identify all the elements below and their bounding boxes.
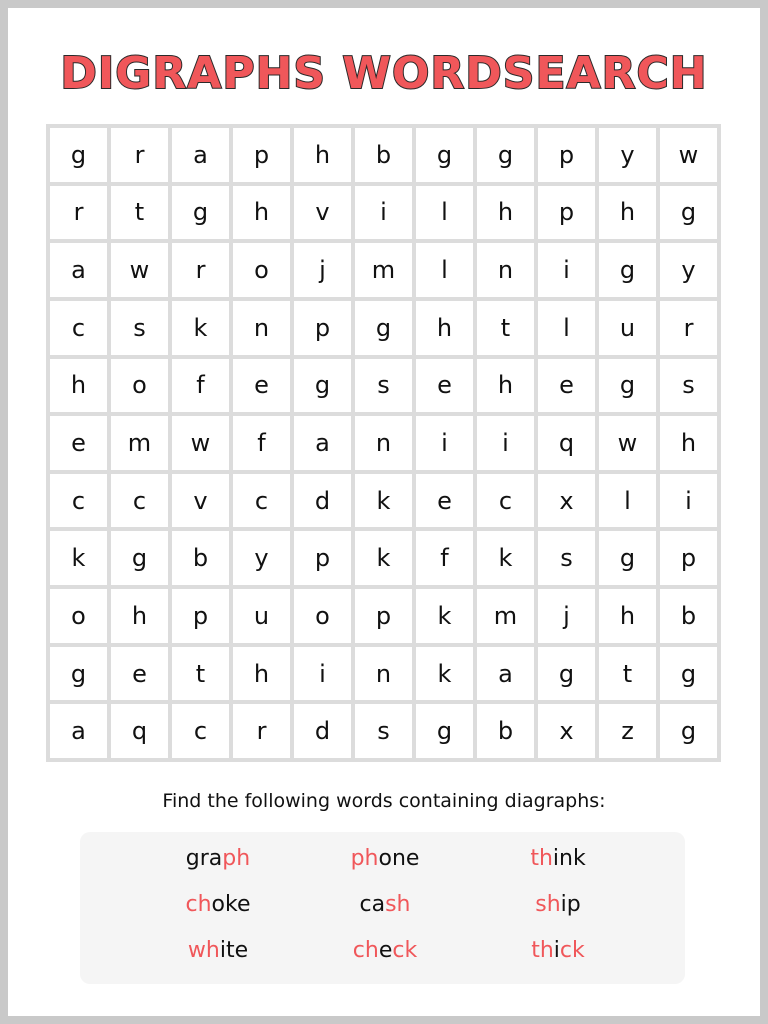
grid-cell[interactable]: k: [48, 529, 109, 587]
word-list-item: [478, 938, 638, 963]
grid-cell[interactable]: x: [536, 702, 597, 760]
grid-cell[interactable]: y: [231, 529, 292, 587]
page-title: DIGRAPHS WORDSEARCH: [60, 48, 708, 99]
grid-cell[interactable]: g: [353, 299, 414, 357]
grid-cell[interactable]: h: [231, 645, 292, 703]
grid-cell[interactable]: r: [109, 126, 170, 184]
grid-cell[interactable]: o: [48, 587, 109, 645]
word-list-item: [138, 938, 298, 963]
grid-cell[interactable]: p: [536, 184, 597, 242]
grid-cell[interactable]: g: [170, 184, 231, 242]
grid-cell[interactable]: c: [231, 472, 292, 530]
word-letters: one: [378, 846, 420, 871]
grid-cell[interactable]: j: [292, 241, 353, 299]
grid-cell[interactable]: r: [170, 241, 231, 299]
grid-cell[interactable]: g: [597, 241, 658, 299]
grid-cell[interactable]: d: [292, 702, 353, 760]
grid-cell[interactable]: g: [475, 126, 536, 184]
word-list-box: [80, 832, 685, 984]
grid-cell[interactable]: a: [48, 702, 109, 760]
grid-cell[interactable]: f: [414, 529, 475, 587]
grid-cell[interactable]: t: [597, 645, 658, 703]
grid-cell[interactable]: g: [48, 645, 109, 703]
grid-cell[interactable]: q: [536, 414, 597, 472]
word-digraph: ck: [559, 938, 585, 963]
word-list-item: [305, 892, 465, 917]
grid-cell[interactable]: o: [231, 241, 292, 299]
grid-cell[interactable]: s: [536, 529, 597, 587]
grid-cell[interactable]: c: [475, 472, 536, 530]
grid-cell[interactable]: i: [475, 414, 536, 472]
grid-cell[interactable]: c: [109, 472, 170, 530]
grid-cell[interactable]: m: [109, 414, 170, 472]
grid-cell[interactable]: c: [48, 299, 109, 357]
grid-cell[interactable]: w: [658, 126, 719, 184]
grid-cell[interactable]: k: [353, 529, 414, 587]
grid-cell[interactable]: y: [658, 241, 719, 299]
grid-cell[interactable]: k: [414, 645, 475, 703]
grid-cell[interactable]: q: [109, 702, 170, 760]
grid-cell[interactable]: h: [475, 184, 536, 242]
grid-cell[interactable]: g: [414, 126, 475, 184]
grid-cell[interactable]: g: [292, 357, 353, 415]
grid-cell[interactable]: h: [48, 357, 109, 415]
grid-cell[interactable]: g: [658, 184, 719, 242]
grid-cell[interactable]: c: [48, 472, 109, 530]
grid-cell[interactable]: i: [292, 645, 353, 703]
grid-cell[interactable]: y: [597, 126, 658, 184]
grid-cell[interactable]: a: [292, 414, 353, 472]
grid-cell[interactable]: m: [475, 587, 536, 645]
grid-cell[interactable]: i: [658, 472, 719, 530]
grid-cell[interactable]: e: [414, 357, 475, 415]
grid-cell[interactable]: k: [170, 299, 231, 357]
grid-cell[interactable]: e: [48, 414, 109, 472]
grid-cell[interactable]: p: [658, 529, 719, 587]
grid-cell[interactable]: l: [597, 472, 658, 530]
grid-cell[interactable]: n: [231, 299, 292, 357]
grid-cell[interactable]: k: [414, 587, 475, 645]
grid-cell[interactable]: b: [475, 702, 536, 760]
grid-cell[interactable]: s: [109, 299, 170, 357]
grid-cell[interactable]: t: [109, 184, 170, 242]
grid-cell[interactable]: p: [170, 587, 231, 645]
grid-cell[interactable]: e: [536, 357, 597, 415]
wordsearch-grid: [46, 124, 721, 762]
grid-cell[interactable]: v: [292, 184, 353, 242]
grid-cell[interactable]: g: [48, 126, 109, 184]
word-digraph: ck: [392, 938, 418, 963]
grid-cell[interactable]: p: [353, 587, 414, 645]
grid-cell[interactable]: z: [597, 702, 658, 760]
word-digraph: ch: [185, 892, 212, 917]
word-digraph: ch: [352, 938, 379, 963]
grid-cell[interactable]: b: [170, 529, 231, 587]
word-digraph: th: [531, 938, 554, 963]
grid-cell[interactable]: i: [536, 241, 597, 299]
grid-cell[interactable]: e: [231, 357, 292, 415]
grid-cell[interactable]: p: [536, 126, 597, 184]
grid-cell[interactable]: c: [170, 702, 231, 760]
grid-cell[interactable]: h: [109, 587, 170, 645]
grid-cell[interactable]: s: [353, 702, 414, 760]
grid-cell[interactable]: w: [170, 414, 231, 472]
grid-cell[interactable]: h: [597, 587, 658, 645]
grid-cell[interactable]: t: [170, 645, 231, 703]
grid-cell[interactable]: h: [414, 299, 475, 357]
grid-cell[interactable]: h: [475, 357, 536, 415]
grid-cell[interactable]: p: [292, 529, 353, 587]
word-digraph: sh: [385, 892, 411, 917]
grid-cell[interactable]: s: [353, 357, 414, 415]
word-list-item: [305, 846, 465, 871]
grid-cell[interactable]: k: [475, 529, 536, 587]
word-digraph: ph: [222, 846, 251, 871]
grid-cell[interactable]: l: [536, 299, 597, 357]
word-digraph: th: [530, 846, 553, 871]
grid-cell[interactable]: g: [658, 645, 719, 703]
grid-cell[interactable]: r: [231, 702, 292, 760]
grid-cell[interactable]: d: [292, 472, 353, 530]
grid-cell[interactable]: x: [536, 472, 597, 530]
grid-cell[interactable]: r: [658, 299, 719, 357]
grid-cell[interactable]: g: [414, 702, 475, 760]
grid-cell[interactable]: g: [536, 645, 597, 703]
word-list-item: [138, 846, 298, 871]
grid-cell[interactable]: g: [597, 357, 658, 415]
grid-cell[interactable]: a: [170, 126, 231, 184]
word-letters: e: [378, 938, 393, 963]
grid-cell[interactable]: k: [353, 472, 414, 530]
grid-cell[interactable]: h: [597, 184, 658, 242]
word-list-item: [138, 892, 298, 917]
word-digraph: wh: [187, 938, 220, 963]
grid-cell[interactable]: n: [353, 645, 414, 703]
word-letters: ca: [359, 892, 386, 917]
grid-cell[interactable]: g: [658, 702, 719, 760]
grid-cell[interactable]: m: [353, 241, 414, 299]
worksheet-page: [8, 8, 760, 1016]
word-digraph: sh: [535, 892, 561, 917]
grid-cell[interactable]: l: [414, 184, 475, 242]
word-letters: gra: [185, 846, 223, 871]
grid-cell[interactable]: u: [597, 299, 658, 357]
grid-cell[interactable]: v: [170, 472, 231, 530]
grid-cell[interactable]: a: [48, 241, 109, 299]
grid-cell[interactable]: u: [231, 587, 292, 645]
grid-cell[interactable]: w: [109, 241, 170, 299]
instructions-text: Find the following words containing diagraphs:: [162, 790, 606, 812]
word-letters: ip: [560, 892, 581, 917]
word-letters: oke: [211, 892, 251, 917]
grid-cell[interactable]: n: [353, 414, 414, 472]
grid-cell[interactable]: w: [597, 414, 658, 472]
word-list-item: [305, 938, 465, 963]
grid-cell[interactable]: f: [170, 357, 231, 415]
grid-cell[interactable]: h: [292, 126, 353, 184]
word-letters: ink: [552, 846, 586, 871]
grid-cell[interactable]: e: [109, 645, 170, 703]
word-digraph: ph: [350, 846, 379, 871]
grid-cell[interactable]: g: [597, 529, 658, 587]
grid-cell[interactable]: h: [231, 184, 292, 242]
grid-cell[interactable]: t: [475, 299, 536, 357]
grid-cell[interactable]: f: [231, 414, 292, 472]
grid-cell[interactable]: e: [414, 472, 475, 530]
grid-cell[interactable]: p: [231, 126, 292, 184]
grid-cell[interactable]: b: [658, 587, 719, 645]
grid-cell[interactable]: s: [658, 357, 719, 415]
word-letters: ite: [219, 938, 249, 963]
grid-cell[interactable]: p: [292, 299, 353, 357]
grid-cell[interactable]: j: [536, 587, 597, 645]
grid-cell[interactable]: g: [109, 529, 170, 587]
word-letters: i: [553, 938, 560, 963]
word-list-item: [478, 846, 638, 871]
word-list-item: [478, 892, 638, 917]
grid-cell[interactable]: o: [292, 587, 353, 645]
grid-cell[interactable]: h: [658, 414, 719, 472]
grid-cell[interactable]: i: [414, 414, 475, 472]
grid-cell[interactable]: o: [109, 357, 170, 415]
grid-cell[interactable]: l: [414, 241, 475, 299]
grid-cell[interactable]: n: [475, 241, 536, 299]
grid-cell[interactable]: r: [48, 184, 109, 242]
grid-cell[interactable]: b: [353, 126, 414, 184]
grid-cell[interactable]: a: [475, 645, 536, 703]
grid-cell[interactable]: i: [353, 184, 414, 242]
